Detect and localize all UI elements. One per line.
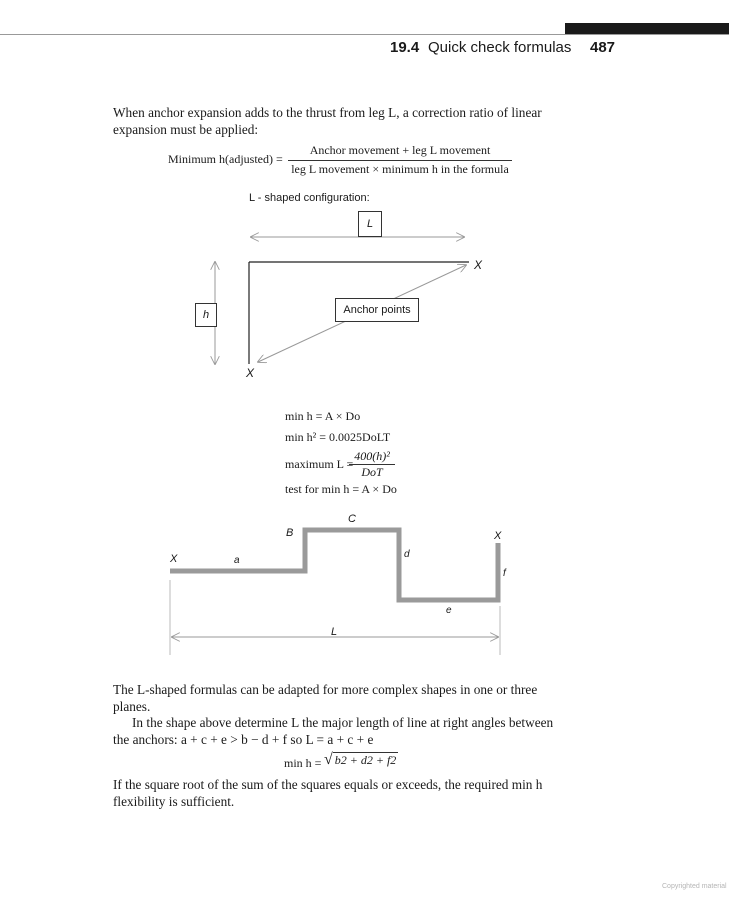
- section-number: 19.4: [390, 39, 420, 56]
- formula-max-L-lhs: maximum L =: [285, 457, 354, 471]
- diagram1-caption: L - shaped configuration:: [249, 192, 370, 204]
- pipe-shape: [170, 530, 498, 600]
- label-box-anchor-points: [335, 298, 419, 322]
- label-x-left: X: [170, 553, 178, 565]
- label-L: L: [366, 218, 374, 230]
- label-b: B: [286, 527, 294, 539]
- label-f: f: [503, 568, 506, 579]
- formula-adjusted-numerator: Anchor movement + leg L movement: [288, 143, 512, 161]
- formula-max-L-fraction: [349, 449, 395, 480]
- body-p1-line1: The L-shaped formulas can be adapted for more complex shapes in one or three: [113, 682, 538, 697]
- label-anchor-points: Anchor points: [343, 304, 411, 316]
- label-e: e: [446, 605, 452, 616]
- eq-root: [324, 751, 398, 769]
- page-number: 487: [590, 39, 616, 56]
- label-c: C: [348, 513, 356, 525]
- formula-adjusted-denominator: leg L movement × minimum h in the formula: [291, 162, 509, 176]
- label-L2: L: [331, 626, 338, 638]
- sqrt-symbol: √: [324, 751, 333, 768]
- formula-min-h: min h = A × Do: [285, 409, 361, 423]
- label-x-bottom: X: [246, 366, 255, 380]
- copyright-notice: Copyrighted material: [662, 883, 727, 890]
- label-x-right: X: [494, 530, 502, 542]
- label-box-L: [358, 211, 382, 237]
- eq-min-h-lhs: min h =: [284, 756, 322, 770]
- intro-line-2: expansion must be applied:: [113, 122, 259, 137]
- eq-root-radicand: b2 + d2 + f2: [334, 753, 397, 767]
- body-p1-line2: planes.: [113, 699, 151, 714]
- label-h: h: [202, 309, 210, 321]
- label-box-h: [195, 303, 217, 327]
- label-a: a: [234, 555, 240, 566]
- intro-line-1: When anchor expansion adds to the thrust from leg L, a correction ratio of linear: [113, 105, 542, 120]
- formula-max-L-denominator: DoT: [361, 465, 383, 479]
- formula-test-min-h: test for min h = A × Do: [285, 482, 397, 496]
- section-title: Quick check formulas: [428, 39, 572, 56]
- label-d: d: [404, 549, 410, 560]
- body-p3-line1: If the square root of the sum of the squares equals or exceeds, the required min h: [113, 777, 543, 792]
- formula-adjusted-lhs: Minimum h(adjusted) =: [168, 152, 283, 166]
- body-p2-line1: In the shape above determine L the major length of line at right angles between: [132, 715, 554, 730]
- formula-min-h-squared: min h² = 0.0025DoLT: [285, 430, 391, 444]
- formula-max-L-numerator: 400(h)²: [349, 449, 395, 465]
- body-p3-line2: flexibility is sufficient.: [113, 794, 235, 809]
- body-p2-line2: the anchors: a + c + e > b − d + f so L = a + c + e: [113, 732, 374, 747]
- label-x-top: X: [474, 258, 483, 272]
